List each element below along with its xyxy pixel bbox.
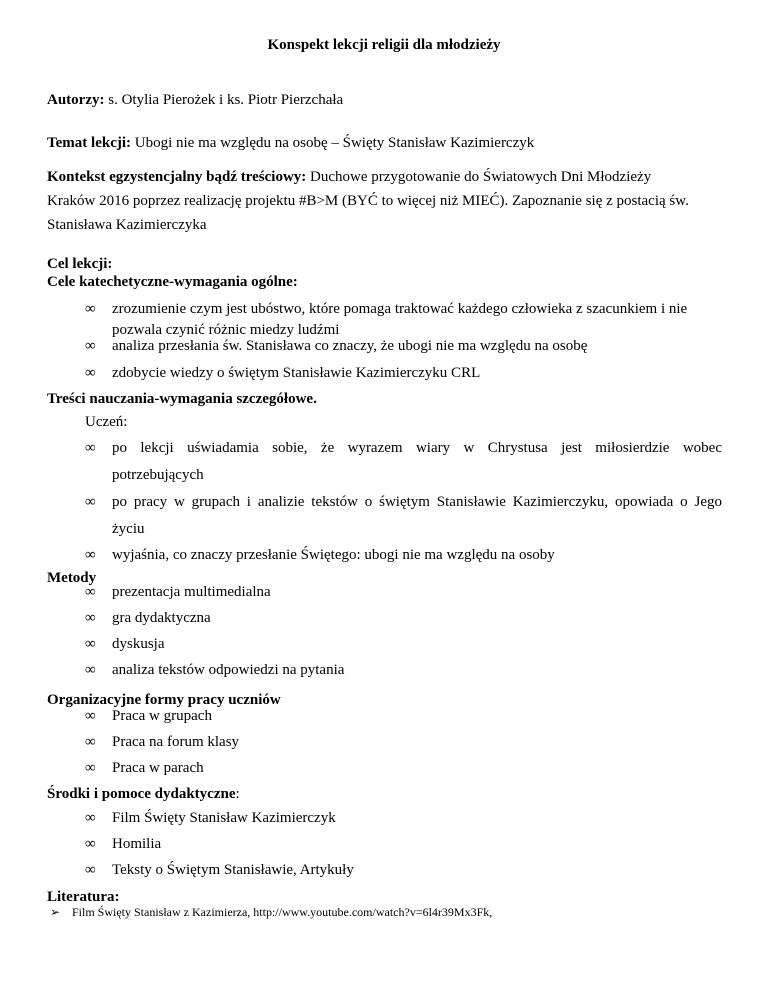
authors-line [47, 92, 343, 109]
general-heading: Cele katechetyczne-wymagania ogólne: [47, 274, 298, 290]
bullet-icon: ∞ [85, 810, 96, 826]
specific-item-3: wyjaśnia, co znaczy przesłanie Świętego: ubogi nie ma względu na osoby [112, 547, 555, 563]
bullet-icon: ∞ [85, 636, 96, 652]
literature-item-1: Film Święty Stanisław z Kazimierza, http://www.youtube.com/watch?v=6l4r39Mx3Fk, [72, 905, 493, 919]
bullet-icon: ∞ [85, 494, 96, 510]
aids-colon: : [235, 786, 240, 802]
topic-label: Temat lekcji: [47, 135, 132, 151]
specific-item-2-line-2: życiu [112, 521, 145, 537]
context-line-3: Stanisława Kazimierczyka [47, 217, 207, 233]
specific-item-2-line-1: po pracy w grupach i analizie tekstów o świętym Stanisławie Kazimierczyku, opowiada o Jego [112, 494, 722, 510]
context-line-2: Kraków 2016 poprzez realizację projektu #B>M (BYĆ to więcej niż MIEĆ). Zapoznanie się z postacią św. [47, 193, 689, 209]
general-item-1-line-2: pozwala czynić różnic miedzy ludźmi [112, 322, 340, 338]
authors-label: Autorzy: [47, 92, 105, 108]
bullet-icon: ∞ [85, 365, 96, 381]
bullet-icon: ∞ [85, 610, 96, 626]
general-item-3: zdobycie wiedzy o świętym Stanisławie Kazimierczyku CRL [112, 365, 481, 381]
bullet-icon: ∞ [85, 734, 96, 750]
arrow-bullet-icon: ➢ [50, 905, 61, 919]
bullet-icon: ∞ [85, 584, 96, 600]
forms-item-3: Praca w parach [112, 760, 204, 776]
methods-item-4: analiza tekstów odpowiedzi na pytania [112, 662, 345, 678]
bullet-icon: ∞ [85, 662, 96, 678]
bullet-icon: ∞ [85, 440, 96, 456]
context-value-1: Duchowe przygotowanie do Światowych Dni Młodzieży [306, 169, 652, 185]
student-label: Uczeń: [85, 414, 128, 430]
bullet-icon: ∞ [85, 338, 96, 354]
page-title: Konspekt lekcji religii dla młodzieży [267, 37, 501, 53]
topic-value: Ubogi nie ma względu na osobę – Święty Stanisław Kazimierczyk [131, 135, 535, 151]
authors-value: s. Otylia Pierożek i ks. Piotr Pierzchała [104, 92, 344, 108]
forms-item-1: Praca w grupach [112, 708, 212, 724]
methods-item-1: prezentacja multimedialna [112, 584, 271, 600]
specific-item-1-line-2: potrzebujących [112, 467, 204, 483]
aids-heading: Środki i pomoce dydaktyczne [47, 786, 236, 802]
bullet-icon: ∞ [85, 301, 96, 317]
specific-item-1-line-1: po lekcji uświadamia sobie, że wyrazem wiary w Chrystusa jest miłosierdzie wobec [112, 440, 722, 456]
bullet-icon: ∞ [85, 760, 96, 776]
general-item-2: analiza przesłania św. Stanisława co znaczy, że ubogi nie ma względu na osobę [112, 338, 588, 354]
aids-item-2: Homilia [112, 836, 162, 852]
literature-heading: Literatura: [47, 889, 120, 905]
bullet-icon: ∞ [85, 862, 96, 878]
general-item-1-line-1: zrozumienie czym jest ubóstwo, które pomaga traktować każdego człowieka z szacunkiem i nie [112, 301, 688, 317]
goal-heading: Cel lekcji: [47, 256, 113, 272]
specific-heading: Treści nauczania-wymagania szczegółowe. [47, 391, 317, 407]
aids-item-3: Teksty o Świętym Stanisławie, Artykuły [112, 862, 354, 878]
context-line-1 [47, 169, 651, 186]
methods-item-3: dyskusja [112, 636, 165, 652]
methods-item-2: gra dydaktyczna [112, 610, 211, 626]
bullet-icon: ∞ [85, 708, 96, 724]
bullet-icon: ∞ [85, 547, 96, 563]
forms-heading: Organizacyjne formy pracy uczniów [47, 692, 281, 708]
forms-item-2: Praca na forum klasy [112, 734, 240, 750]
context-label: Kontekst egzystencjalny bądź treściowy: [47, 169, 307, 185]
topic-line [47, 135, 534, 152]
bullet-icon: ∞ [85, 836, 96, 852]
aids-heading-line [47, 786, 240, 803]
methods-heading: Metody [47, 570, 97, 586]
aids-item-1: Film Święty Stanisław Kazimierczyk [112, 810, 336, 826]
